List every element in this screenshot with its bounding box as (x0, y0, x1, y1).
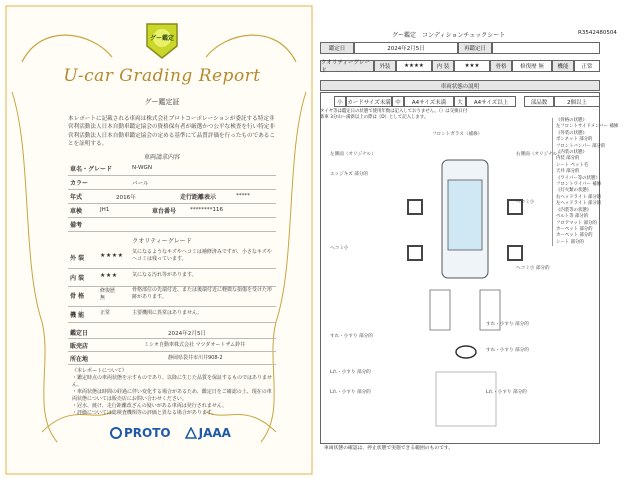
note-line: フロントワイパー 補修 (556, 182, 602, 188)
dealer-value: ミシオ自動車株式会社 マツダオートザム鈴井 (144, 342, 246, 348)
jaaa-logo: JAAA (185, 426, 231, 440)
quality-row-function (68, 306, 276, 323)
section-title: 車両請求内容 (143, 154, 180, 161)
quality-row-exterior (68, 248, 276, 269)
note-item: ・冠水、焼け、走行距離改ざんの疑いがある車両は発行されません。 (72, 403, 228, 409)
goo-badge-icon (145, 22, 179, 60)
damage-label: Lれ・小すり 部分的 (330, 390, 371, 395)
note-line: 右ヘッドライト 部分的 (556, 194, 602, 200)
certificate-intro: 本レポートに記載される車両は株式会社プロトコーポレーションが委託する特定非営利活動法人日本自動車鑑定協会の資格保有者が厳選かつ公平な検査を行い特定非営利活動法人日本自動車鑑定協会の定める基準にて品質評価を行ったものであることを証明する。 (68, 116, 275, 147)
grading-certificate (2, 2, 316, 478)
note-line: フロアマット 部分的 (556, 220, 597, 226)
note-item: ・車両状態は時間の経過に伴い変化する場合があるため、鑑定日をご確認の上、現在の車両状態については販売店にお問い合わせください。 (72, 389, 272, 402)
date-label: 鑑定日 (70, 330, 89, 337)
quality-title: クオリティーグレード (132, 238, 192, 245)
tire-note: タイヤ等は鑑定日の状態で使用年数は記入しておりません。（）は交換日付 新車 3分山～満新以上の際は（D）として記入します。 (320, 109, 468, 120)
exterior-stars: ★★★★ (396, 60, 432, 72)
damage-label: すれ・小すり 部分的 (486, 348, 529, 353)
condition-notes (552, 118, 634, 246)
condition-check-sheet (320, 28, 632, 468)
function-label: 機能 (552, 60, 574, 72)
inspection-row (68, 204, 276, 218)
parts-label: 部品数 (524, 96, 554, 107)
color-value: パール (132, 181, 149, 187)
damage-label: ヘコミ小 (330, 246, 349, 251)
note-line: 内装 部分的 (556, 156, 580, 162)
damage-label: すれ・小すり 部分的 (486, 322, 529, 327)
mileage-value: ***** (236, 193, 250, 199)
note-line: 《外装の状態》 (556, 130, 587, 136)
resale-label: 再鑑定日 (458, 42, 492, 54)
car-diagram (390, 140, 540, 430)
chassis-value: ********116 (190, 207, 224, 213)
proto-mark-icon (110, 427, 122, 439)
notes-head: 《本レポートについて》 (72, 368, 127, 374)
quality-label: 骨 格 (70, 293, 85, 300)
damage-label: Lれ・小すり 部分的 (330, 370, 371, 375)
quality-desc: 気になるようなキズやヘコミは補修済みですが、小さなキズやヘコミは残っています。 (132, 249, 272, 262)
quality-label: 機 能 (70, 312, 85, 319)
mileage-label: 走行距離表示 (180, 194, 217, 201)
note-line: 《灯火類の状態》 (556, 188, 592, 194)
note-line: 《内装等の状態》 (556, 207, 592, 213)
resale-value (492, 42, 600, 54)
quality-stars: 修復歴 無 (100, 288, 116, 301)
damage-label: 右側面（オリジナル） (516, 152, 562, 157)
size-large: 大 (454, 96, 466, 107)
certificate-name: グー鑑定証 (144, 98, 180, 106)
note-line: 左フロントサイドメンバー 補修 (556, 124, 619, 130)
color-row (68, 176, 276, 190)
quality-label: 外 装 (70, 255, 85, 262)
note-line: フロントバンパー 部分的 (556, 143, 606, 149)
damage-label: ヘコミ小 (516, 200, 535, 205)
address-label: 所在地 (70, 356, 89, 363)
damage-label: フロントガラス（補修） (432, 132, 483, 137)
note-line: 天井 部分的 (556, 169, 580, 175)
note-line: 《ワイパー等の状態》 (556, 175, 600, 181)
color-label: カラー (70, 180, 89, 187)
notes-label: 備考 (70, 222, 83, 229)
model-label: 車名・グレード (70, 166, 113, 173)
damage-label: Lれ・小すり 部分的 (486, 390, 527, 395)
quality-stars: ★★★ (100, 272, 118, 279)
quality-label: 内 装 (70, 275, 85, 282)
sheet-id: R3542480504 (578, 30, 617, 36)
footer-note: 車両状態の確認は、停止状態で実施できる範囲のものです。 (324, 446, 454, 451)
quality-desc: 気になる汚れ等があります。 (132, 272, 197, 278)
inspection-value: JH1 (100, 207, 110, 213)
date-value: 2024年2月5日 (354, 42, 458, 54)
year-value: 2016年 (116, 195, 136, 201)
sheet-title: グー鑑定 コンディションチェックシート (392, 32, 506, 39)
jaaa-mark-icon (185, 427, 197, 439)
quality-stars: 正常 (100, 310, 111, 316)
size-a4less: A4サイズ未満 (404, 96, 454, 107)
date-row (68, 326, 276, 339)
size-medium: 中 (392, 96, 404, 107)
proto-logo: PROTO (110, 426, 171, 440)
year-label: 年式 (70, 194, 83, 201)
note-line: 《内装の状態》 (556, 150, 587, 156)
chassis-label: 車台番号 (152, 208, 177, 215)
quality-row-frame (68, 286, 276, 307)
note-line: 《骨格の状態》 (556, 118, 587, 123)
quality-row-interior (68, 268, 276, 287)
report-notes (72, 368, 276, 417)
date-label: 鑑定日 (320, 42, 354, 54)
footer-logos (110, 426, 231, 440)
address-value: 静岡県袋井市川井908-2 (168, 355, 223, 361)
note-item: ・評価については総検査機関等の評価と異なる場合があります。 (72, 410, 217, 416)
condition-title: 車両状態の説明 (320, 80, 600, 91)
date-value: 2024年2月5日 (168, 331, 207, 337)
badge-text: グー鑑定 (149, 35, 174, 42)
note-line: カーペット 部分的 (556, 233, 593, 239)
notes-row (68, 218, 276, 232)
quality-desc: 主要機関に異常はありません。 (132, 310, 203, 316)
damage-label: ヘコミ小 部分的 (516, 266, 550, 271)
damage-label: すれ・小すり 部分的 (330, 334, 373, 339)
size-small: 小 (334, 96, 346, 107)
interior-stars: ★★★ (454, 60, 490, 72)
note-line: シート ペット毛 (556, 162, 589, 168)
note-line: シート 部分的 (556, 239, 584, 245)
parts-value: 2個以上 (554, 96, 600, 107)
function-value: 正常 (574, 60, 600, 72)
note-line: 左ヘッドライト 部分的 (556, 201, 602, 207)
damage-label: 左側面（オリジナル） (330, 152, 376, 157)
year-row (68, 190, 276, 204)
report-title: U-car Grading Report (63, 66, 261, 86)
dealer-row (68, 339, 276, 352)
size-card: カードサイズ未満 (346, 96, 392, 107)
size-a4more: A4サイズ以上 (466, 96, 516, 107)
interior-label: 内 装 (432, 60, 454, 72)
quality-desc: 骨格部位の先端付近、または後端付近に軽微な損傷を受けた形跡があります。 (132, 287, 273, 300)
note-item: ・鑑定時点の車両状態を示すものであり、以降に生じた品質を保証するものではありません。 (72, 375, 273, 388)
note-line: ボンネット 部分的 (556, 137, 593, 143)
grade-label: クオリティーグレード (320, 60, 374, 72)
frame-label: 骨格 (490, 60, 512, 72)
frame-value: 修復歴 無 (512, 60, 552, 72)
exterior-label: 外装 (374, 60, 396, 72)
note-line: ベルト等 部分的 (556, 214, 589, 220)
model-row (68, 162, 276, 176)
model-value: N-WGN (132, 165, 153, 171)
quality-stars: ★★★★ (100, 252, 124, 259)
address-row (68, 352, 276, 365)
damage-label: エッジキズ 部分的 (330, 172, 369, 177)
inspection-label: 車検 (70, 208, 83, 215)
note-line: カーペット 部分的 (556, 226, 593, 232)
dealer-label: 販売店 (70, 343, 89, 350)
